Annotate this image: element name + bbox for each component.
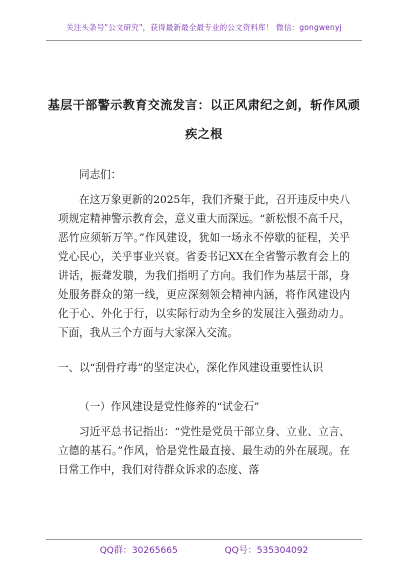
subsection-heading-1: （一）作风建设是党性修养的“试金石”: [79, 401, 260, 413]
footer-qq-number: QQ号：535304092: [224, 546, 309, 556]
body-paragraph-intro: 在这万象更新的2025年，我们齐聚于此，召开违反中央八项规定精神警示教育会，意义重大而深远。“新松恨不高千尺，恶竹应须斩万竿。”作风建设，犹如一场永不停歇的征程，关乎党心民心，关乎事业兴衰。省委书记XX在全省警示教育会上的讲话，振聋发聩，为我们指明了方向。我们作为基层干部，身处服务群众的第一线，更应深刻领会精神内涵，将作风建设内化于心、外化于行，以实际行动为全乡的发展注入强劲动力。下面，我从三个方面与大家深入交流。: [58, 194, 350, 339]
section-heading-1: 一、以“刮骨疗毒”的坚定决心，深化作风建设重要性认识: [58, 362, 324, 374]
document-title-line-2: 疾之根: [185, 127, 223, 141]
page-header-banner: 关注头条号"公文研究"，获得最新最全最专业的公文资料库！ 微信：gongwenyj: [66, 23, 342, 32]
page-footer: [0, 543, 408, 556]
salutation: 同志们：: [79, 169, 122, 181]
body-paragraph-section-1: 习近平总书记指出：“党性是党员干部立身、立业、立言、立德的基石。”作风，恰是党性最直接、最生动的外在展现。在日常工作中，我们对待群众诉求的态度、落: [58, 426, 350, 476]
footer-qq-group: QQ群：30265665: [99, 546, 178, 556]
footer-divider: [46, 539, 362, 540]
header-divider: [46, 40, 362, 41]
document-title-line-1: 基层干部警示教育交流发言：以正风肃纪之剑，斩作风顽: [47, 98, 361, 112]
